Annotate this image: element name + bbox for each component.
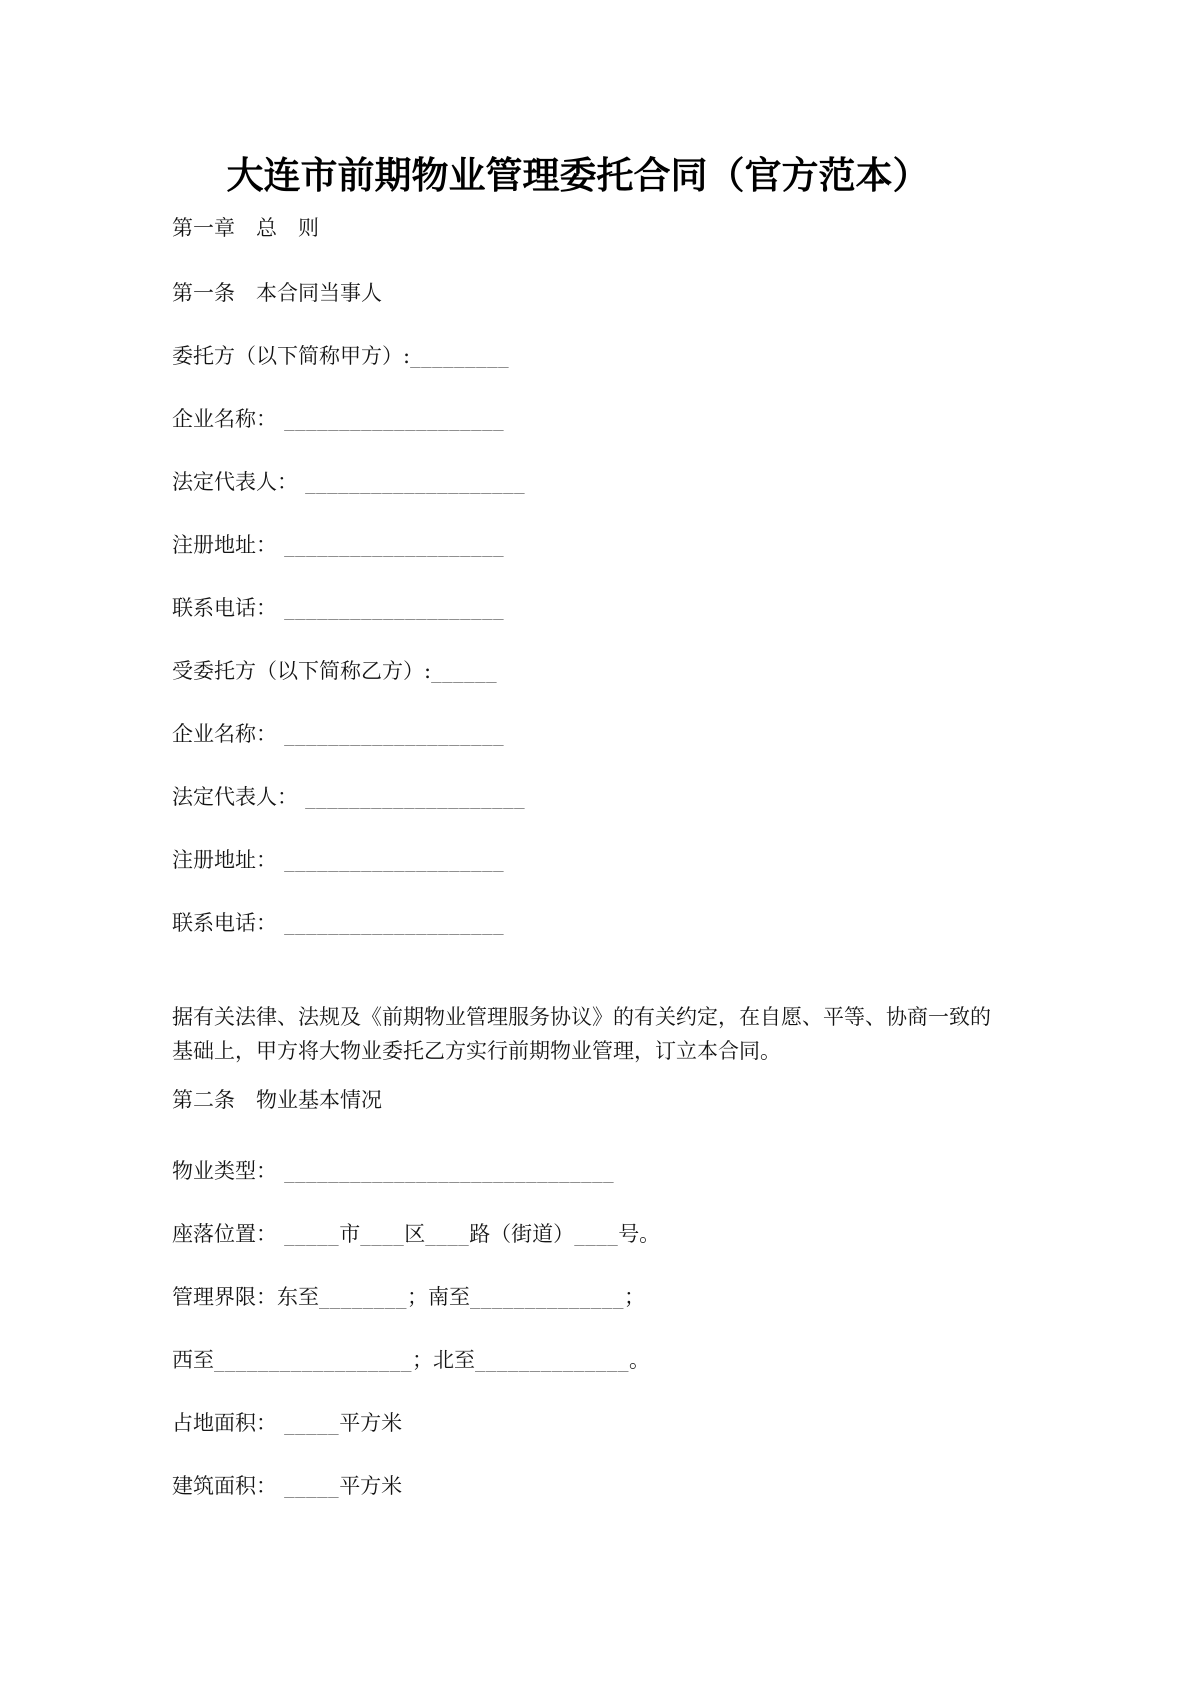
field-blank: ____________________ — [277, 848, 505, 872]
boundary-blank-west: __________________ — [214, 1348, 412, 1372]
preamble-paragraph — [172, 1000, 1040, 1068]
field-label: 企业名称： — [172, 722, 277, 746]
boundary-label-north: ；北至 — [412, 1348, 475, 1372]
field-property-type — [172, 1160, 1040, 1183]
field-blank: _____ — [277, 1411, 340, 1435]
party-a-blank: _________ — [410, 344, 510, 368]
party-a-line — [172, 345, 1040, 368]
field-suffix: 平方米 — [339, 1474, 403, 1498]
document-title: 大连市前期物业管理委托合同（官方范本） — [226, 153, 930, 197]
boundary-label-south: ；南至 — [407, 1285, 470, 1309]
location-blank-district: ____ — [360, 1222, 405, 1246]
field-label: 占地面积： — [172, 1411, 277, 1435]
field-blank: ____________________ — [277, 911, 505, 935]
preamble-line-2: 基础上，甲方将大物业委托乙方实行前期物业管理，订立本合同。 — [172, 1039, 781, 1063]
field-enterprise-name-a — [172, 408, 1040, 431]
field-label: 建筑面积： — [172, 1474, 277, 1498]
field-legal-representative-b — [172, 786, 1040, 809]
boundary-punct: ； — [624, 1285, 645, 1309]
field-label: 注册地址： — [172, 533, 277, 557]
field-contact-phone-b — [172, 912, 1040, 935]
field-label: 联系电话： — [172, 911, 277, 935]
field-blank: ____________________ — [277, 407, 505, 431]
location-blank-road: ____ — [425, 1222, 470, 1246]
field-location — [172, 1223, 1040, 1246]
field-suffix: 平方米 — [339, 1411, 403, 1435]
field-blank: ____________________ — [298, 470, 526, 494]
field-registered-address-a — [172, 534, 1040, 557]
field-boundary-west-north — [172, 1349, 1040, 1372]
location-blank-number: ____ — [574, 1222, 619, 1246]
location-text-road: 路（街道） — [469, 1222, 575, 1246]
field-label: 法定代表人： — [172, 470, 298, 494]
field-blank: ____________________ — [277, 533, 505, 557]
boundary-punct: 。 — [629, 1348, 650, 1372]
field-blank: ____________________ — [277, 722, 505, 746]
boundary-label-west: 西至 — [172, 1348, 214, 1372]
field-contact-phone-a — [172, 597, 1040, 620]
field-registered-address-b — [172, 849, 1040, 872]
field-label: 联系电话： — [172, 596, 277, 620]
location-label: 座落位置： — [172, 1222, 277, 1246]
party-a-label: 委托方（以下简称甲方）: — [172, 344, 411, 368]
preamble-line-1: 据有关法律、法规及《前期物业管理服务协议》的有关约定，在自愿、平等、协商一致的 — [172, 1005, 991, 1029]
field-blank: ____________________ — [298, 785, 526, 809]
field-label: 注册地址： — [172, 848, 277, 872]
boundary-blank-east: ________ — [319, 1285, 407, 1309]
chapter-1-heading: 第一章 总 则 — [172, 216, 319, 240]
field-blank: ____________________ — [277, 596, 505, 620]
field-label: 企业名称： — [172, 407, 277, 431]
field-enterprise-name-b — [172, 723, 1040, 746]
article-1-heading: 第一条 本合同当事人 — [172, 281, 382, 305]
boundary-blank-north: ______________ — [475, 1348, 629, 1372]
article-2-heading: 第二条 物业基本情况 — [172, 1088, 382, 1112]
field-building-area — [172, 1475, 1040, 1498]
field-label: 物业类型： — [172, 1159, 277, 1183]
location-text-city: 市 — [339, 1222, 361, 1246]
field-land-area — [172, 1412, 1040, 1435]
party-b-blank: ______ — [431, 659, 498, 683]
party-b-label: 受委托方（以下简称乙方）: — [172, 659, 432, 683]
party-b-line — [172, 660, 1040, 683]
field-legal-representative-a — [172, 471, 1040, 494]
location-text-district: 区 — [404, 1222, 426, 1246]
location-text-number: 号。 — [618, 1222, 661, 1246]
location-blank-city: _____ — [277, 1222, 340, 1246]
field-boundary-east-south — [172, 1286, 1040, 1309]
boundary-blank-south: ______________ — [470, 1285, 624, 1309]
boundary-label-east: 管理界限：东至 — [172, 1285, 319, 1309]
field-blank: ______________________________ — [277, 1159, 615, 1183]
field-blank: _____ — [277, 1474, 340, 1498]
field-label: 法定代表人： — [172, 785, 298, 809]
